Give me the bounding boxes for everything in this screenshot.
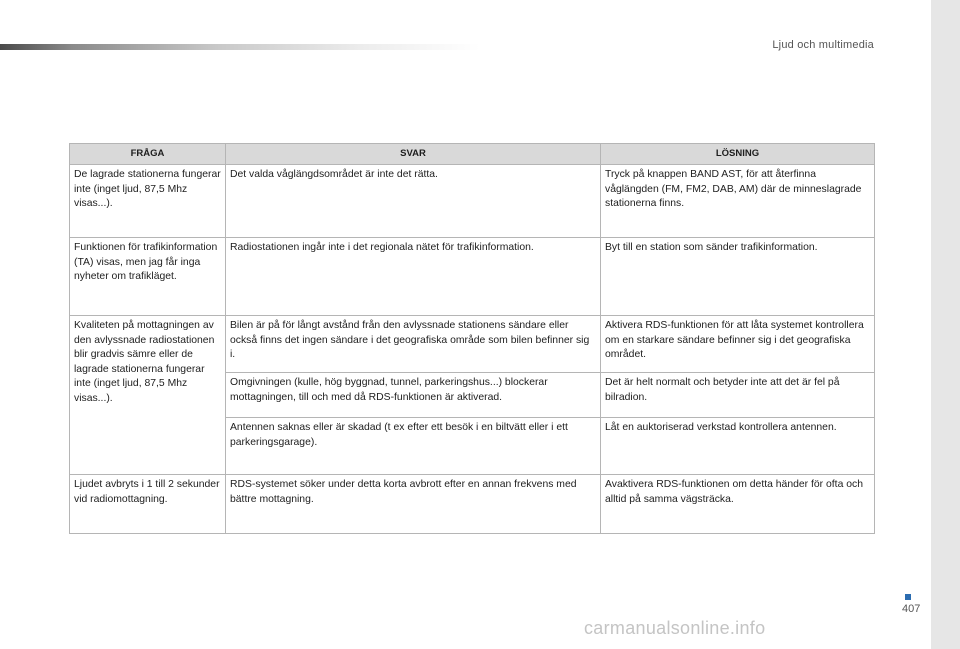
question-cell: Ljudet avbryts i 1 till 2 sekunder vid radiomottagning. <box>70 475 226 534</box>
solution-cell: Låt en auktoriserad verkstad kontrollera antennen. <box>601 418 875 475</box>
answer-cell: Radiostationen ingår inte i det regionala nätet för trafikinformation. <box>226 238 601 316</box>
table-row <box>70 316 875 373</box>
table-row <box>70 475 875 534</box>
answer-cell: RDS-systemet söker under detta korta avbrott efter en annan frekvens med bättre mottagning. <box>226 475 601 534</box>
table-row <box>70 165 875 238</box>
table-header-row <box>70 144 875 165</box>
header-gradient-bar <box>0 44 480 50</box>
page-marker-icon <box>905 594 911 600</box>
column-header-answer: SVAR <box>226 144 601 165</box>
answer-cell: Antennen saknas eller är skadad (t ex efter ett besök i en biltvätt eller i ett parkeringsgarage). <box>226 418 601 475</box>
table-row <box>70 238 875 316</box>
watermark-text: carmanualsonline.info <box>584 618 766 638</box>
solution-cell: Det är helt normalt och betyder inte att det är fel på bilradion. <box>601 373 875 418</box>
answer-cell: Det valda våglängdsområdet är inte det rätta. <box>226 165 601 238</box>
question-cell: Kvaliteten på mottagningen av den avlyssnade radiostationen blir gradvis sämre eller de lagrade stationerna fungerar inte (inget ljud, 87,5 Mhz visas...). <box>70 316 226 475</box>
section-title: Ljud och multimedia <box>772 39 874 51</box>
solution-cell: Avaktivera RDS-funktionen om detta händer för ofta och alltid på samma vägsträcka. <box>601 475 875 534</box>
solution-cell: Aktivera RDS-funktionen för att låta systemet kontrollera om en starkare sändare befinner sig i det geografiska området. <box>601 316 875 373</box>
solution-cell: Tryck på knappen BAND AST, för att återfinna våglängden (FM, FM2, DAB, AM) där de minneslagrade stationerna finns. <box>601 165 875 238</box>
question-cell: De lagrade stationerna fungerar inte (inget ljud, 87,5 Mhz visas...). <box>70 165 226 238</box>
answer-cell: Omgivningen (kulle, hög byggnad, tunnel, parkeringshus...) blockerar mottagningen, till och med då RDS-funktionen är aktiverad. <box>226 373 601 418</box>
column-header-question: FRÅGA <box>70 144 226 165</box>
solution-cell: Byt till en station som sänder trafikinformation. <box>601 238 875 316</box>
column-header-solution: LÖSNING <box>601 144 875 165</box>
answer-cell: Bilen är på för långt avstånd från den avlyssnade stationens sändare eller också finns det ingen sändare i det geografiska område som bilen befinner sig i. <box>226 316 601 373</box>
question-cell: Funktionen för trafikinformation (TA) visas, men jag får inga nyheter om trafikläget. <box>70 238 226 316</box>
faq-table <box>69 143 875 534</box>
page-side-strip <box>931 0 960 649</box>
page-number: 407 <box>902 603 921 615</box>
